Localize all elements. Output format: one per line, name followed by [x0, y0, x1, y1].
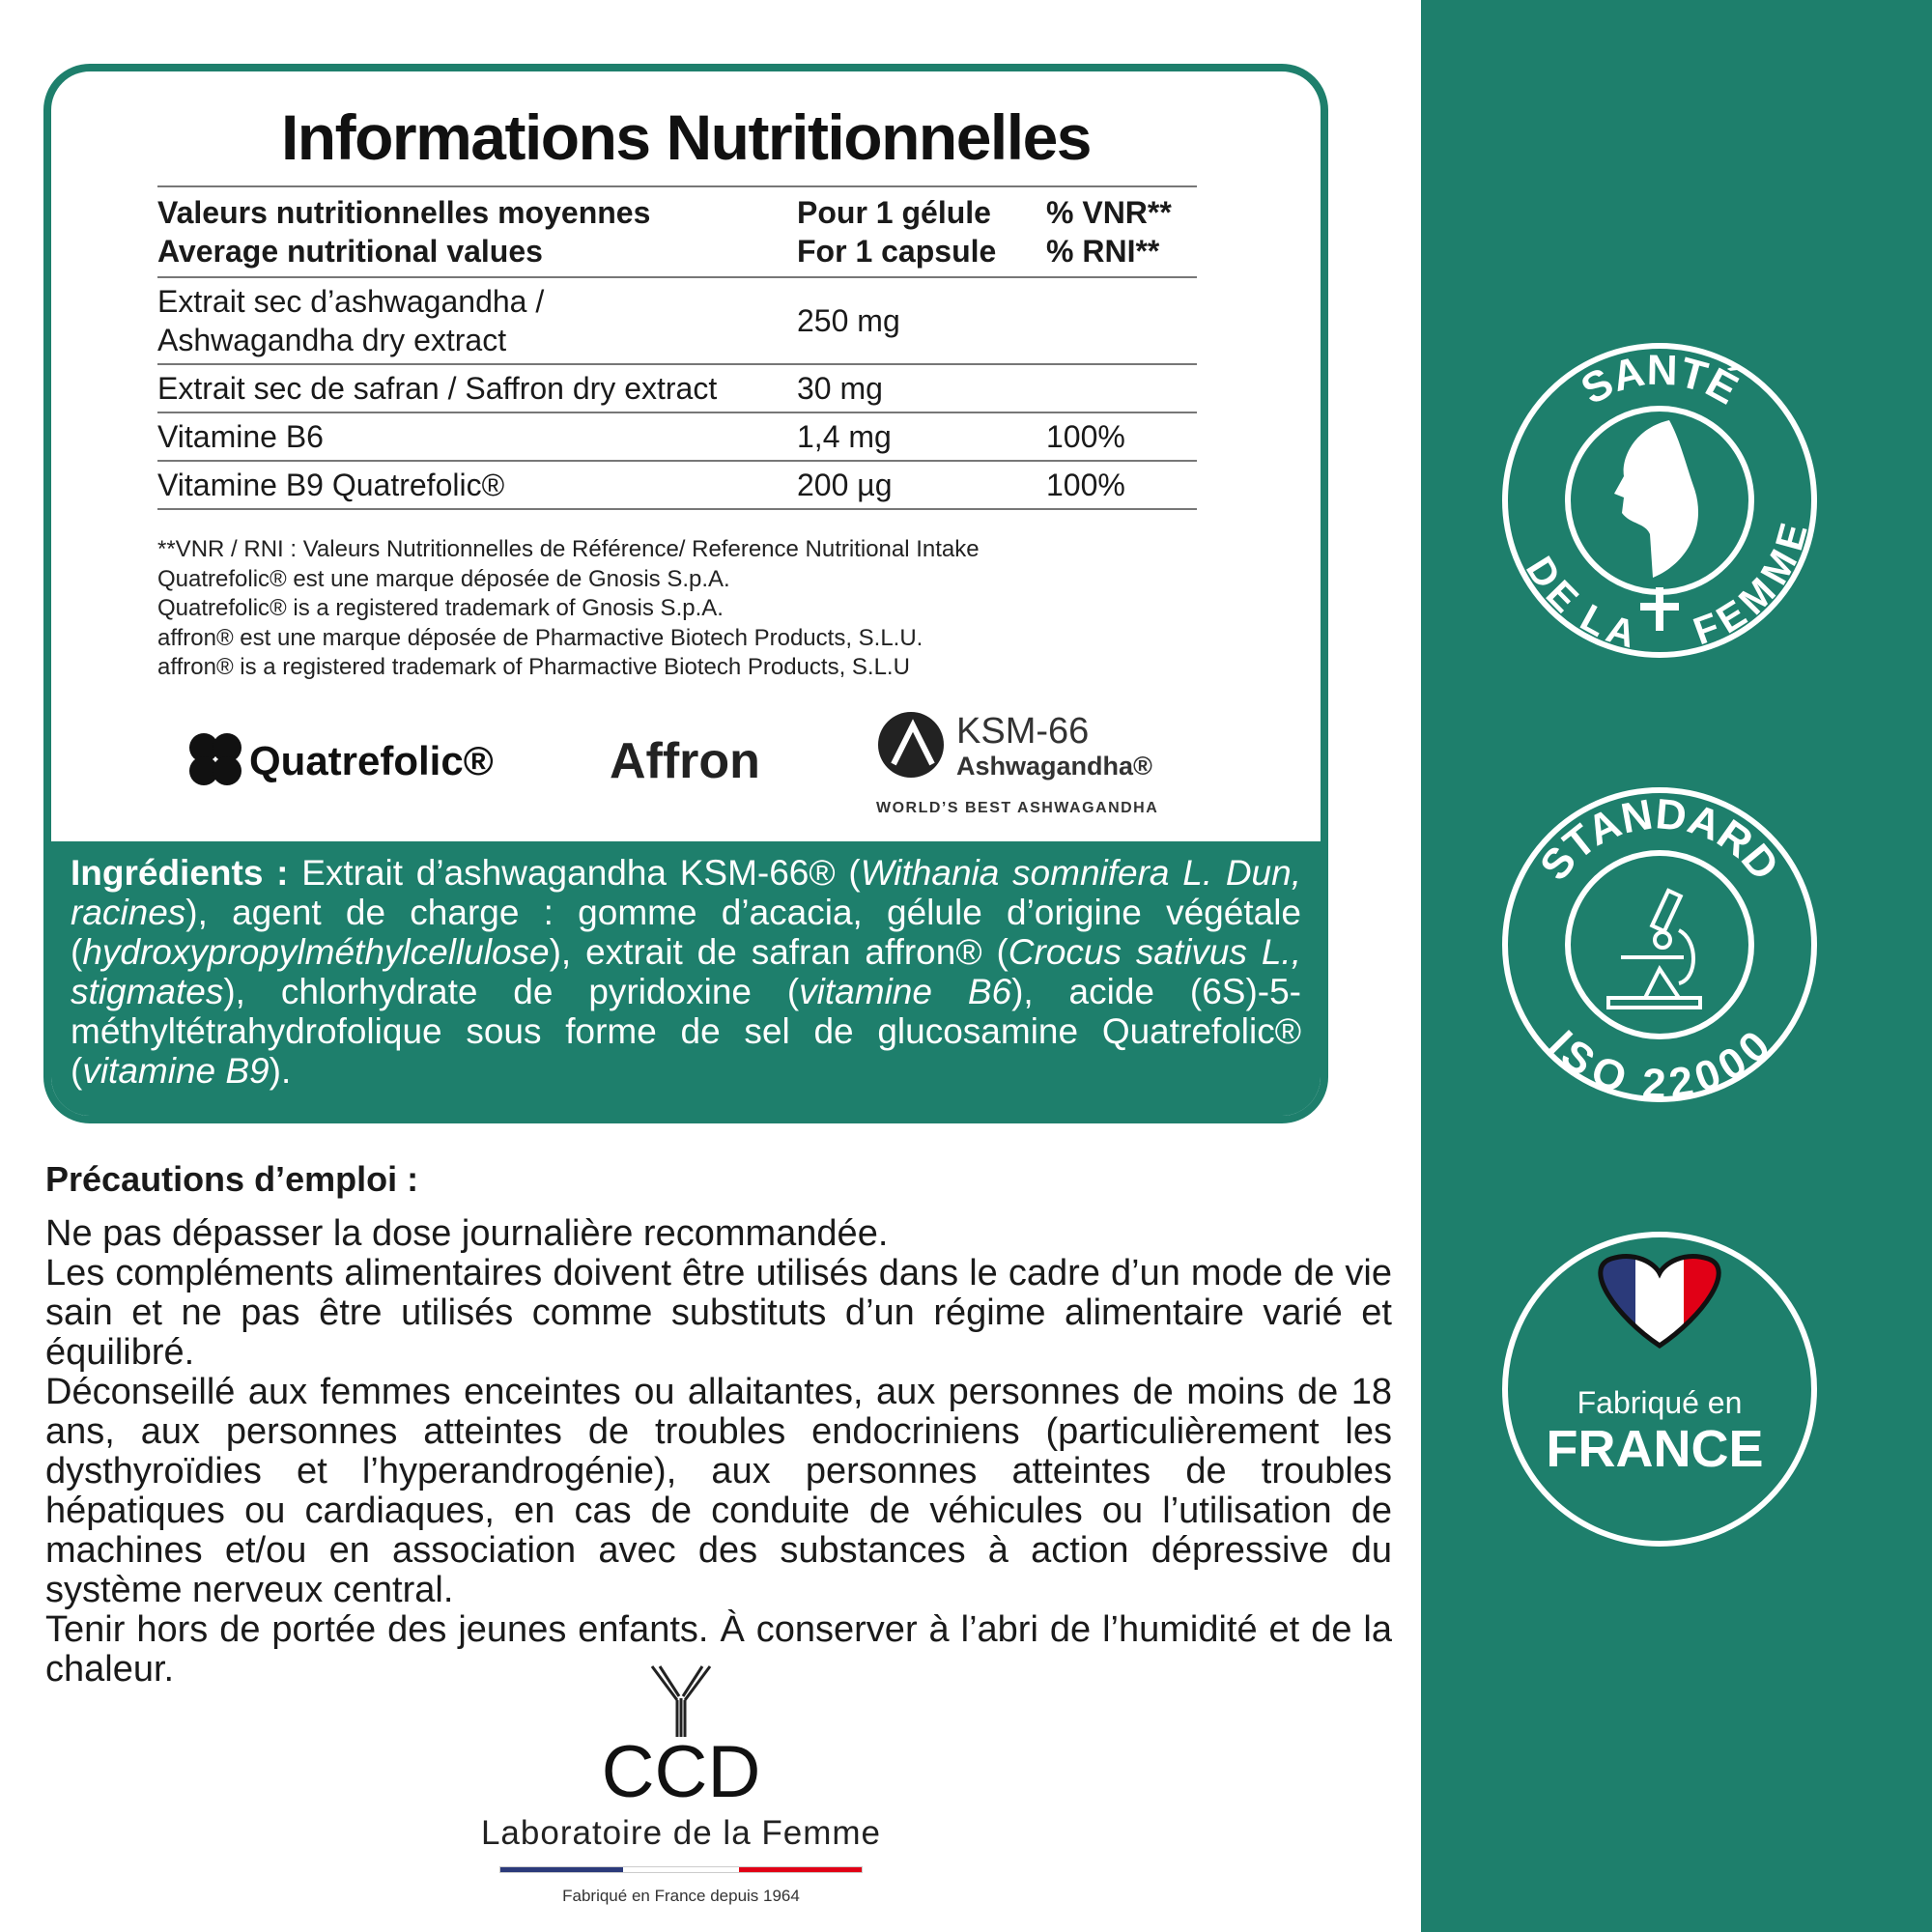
footnote: affron® is a registered trademark of Pharmactive Biotech Products, S.L.U	[157, 654, 910, 680]
page-title: Informations Nutritionnelles	[280, 101, 1092, 173]
row-dose: 1,4 mg	[797, 412, 1046, 461]
ksm-emblem-icon	[878, 712, 944, 778]
precaution-paragraph: Tenir hors de portée des jeunes enfants. À conserver à l’abri de l’humidité et de la chaleur.	[45, 1609, 1392, 1690]
header-name-en: Average nutritional values	[157, 234, 543, 269]
table-row	[157, 364, 1197, 412]
clover-icon	[189, 733, 242, 785]
brand-name: CCD	[601, 1731, 761, 1813]
row-pct: 100%	[1046, 412, 1197, 461]
row-dose: 30 mg	[797, 364, 1046, 412]
affron-logo: Affron	[610, 733, 760, 789]
svg-text:DE LA	[1518, 550, 1640, 656]
precaution-paragraph: Déconseillé aux femmes enceintes ou allaitantes, aux personnes de moins de 18 ans, aux personnes atteintes de troubles endocriniens (particulièrement les dysthyroïdies et l’hyperandrogénie), aux personnes atteintes de troubles hépatiques ou cardiaques, en cas de conduite de véhicules ou l’utilisation de machines et/ou en association avec des substances à action dépressive du système nerveux central.	[45, 1372, 1392, 1610]
brand-logos	[51, 704, 1321, 820]
table-row	[157, 277, 1197, 364]
badge-text: STANDARD	[1530, 790, 1788, 890]
woman-profile-icon	[1614, 420, 1698, 578]
precaution-paragraph: Ne pas dépasser la dose journalière recommandée.	[45, 1213, 889, 1254]
ingredients-latin: vitamine B9	[82, 1051, 270, 1091]
badge-text: Fabriqué en	[1577, 1385, 1743, 1420]
ingredients-text: ), extrait de safran affron® (	[549, 932, 1009, 972]
row-dose: 200 µg	[797, 461, 1046, 509]
ingredients	[51, 841, 1321, 1123]
badge-made-in-france	[1500, 1230, 1819, 1548]
header-dose-en: For 1 capsule	[797, 234, 997, 269]
row-dose: 250 mg	[797, 277, 1046, 364]
row-pct: 100%	[1046, 461, 1197, 509]
flag-bar	[499, 1866, 863, 1873]
ccd-logo	[440, 1662, 923, 1906]
footnote: affron® est une marque déposée de Pharmactive Biotech Products, S.L.U.	[157, 624, 923, 651]
badge-sante-femme	[1500, 341, 1819, 660]
precautions-title: Précautions d’emploi :	[45, 1159, 419, 1199]
row-name: Ashwagandha dry extract	[157, 323, 507, 357]
row-name: Extrait sec d’ashwagandha /	[157, 284, 545, 319]
footnote: **VNR / RNI : Valeurs Nutritionnelles de Référence/ Reference Nutritional Intake	[157, 536, 980, 562]
row-name: Vitamine B6	[157, 412, 797, 461]
brand-subtitle: Laboratoire de la Femme	[480, 1814, 882, 1852]
ingredients-text: ), chlorhydrate de pyridoxine (	[223, 972, 800, 1011]
antibody-icon	[642, 1662, 720, 1739]
badge-text: DE LA	[1518, 549, 1641, 657]
svg-text:FEMME	[1689, 519, 1816, 653]
badge-text: FEMME	[1688, 519, 1816, 654]
ingredients-text: ).	[269, 1051, 292, 1091]
footnotes	[157, 535, 980, 683]
header-name-fr: Valeurs nutritionnelles moyennes	[157, 195, 651, 230]
nutrition-card	[43, 64, 1328, 1123]
precautions-text	[45, 1214, 1392, 1690]
quatrefolic-logo: Quatrefolic®	[249, 738, 494, 783]
header-pct-en: % RNI**	[1046, 234, 1160, 269]
badge-text: SANTÉ	[1573, 346, 1747, 414]
table-header	[157, 186, 1197, 277]
footnote: Quatrefolic® est une marque déposée de Gnosis S.p.A.	[157, 565, 730, 592]
ingredients-text: ), acide (6S)-5-méthyltétrahydrofolique sous forme de sel de glucosamine Quatrefolic® (	[71, 972, 1301, 1091]
ksm-sub: Ashwagandha®	[956, 752, 1152, 781]
table-row	[157, 412, 1197, 461]
ingredients-text: ), agent de charge : gomme d’acacia, gélule d’origine végétale (	[71, 893, 1301, 972]
row-pct	[1046, 277, 1197, 364]
ingredients-latin: hydroxypropylméthylcellulose	[82, 932, 550, 972]
header-dose-fr: Pour 1 gélule	[797, 195, 991, 230]
row-name: Vitamine B9 Quatrefolic®	[157, 461, 797, 509]
footnote: Quatrefolic® is a registered trademark of Gnosis S.p.A.	[157, 595, 724, 621]
nutrition-table	[157, 185, 1197, 510]
row-name: Extrait sec de safran / Saffron dry extract	[157, 364, 797, 412]
ingredients-latin: Crocus sativus L., stigmates	[71, 932, 1301, 1011]
precaution-paragraph: Les compléments alimentaires doivent être utilisés dans le cadre d’un mode de vie sain et ne pas être utilisés comme substituts d’un régime alimentaire varié et équilibré.	[45, 1253, 1392, 1373]
microscope-icon	[1608, 891, 1700, 1008]
badge-text: ISO 22000	[1539, 1021, 1779, 1104]
ingredients-text: Extrait d’ashwagandha KSM-66® (	[288, 853, 861, 893]
ksm-tagline: WORLD’S BEST ASHWAGANDHA	[876, 800, 1159, 816]
brand-since: Fabriqué en France depuis 1964	[562, 1887, 800, 1905]
badge-text: FRANCE	[1546, 1420, 1764, 1478]
header-pct-fr: % VNR**	[1046, 195, 1172, 230]
ingredients-label: Ingrédients :	[71, 853, 289, 893]
ingredients-latin: Withania somnifera L. Dun, racines	[71, 853, 1301, 932]
svg-text:STANDARD	[1531, 790, 1788, 889]
ingredients-latin: vitamine B6	[799, 972, 1012, 1011]
badge-iso	[1500, 785, 1819, 1104]
row-pct	[1046, 364, 1197, 412]
ksm-logo: KSM-66	[956, 711, 1090, 752]
table-row	[157, 461, 1197, 509]
